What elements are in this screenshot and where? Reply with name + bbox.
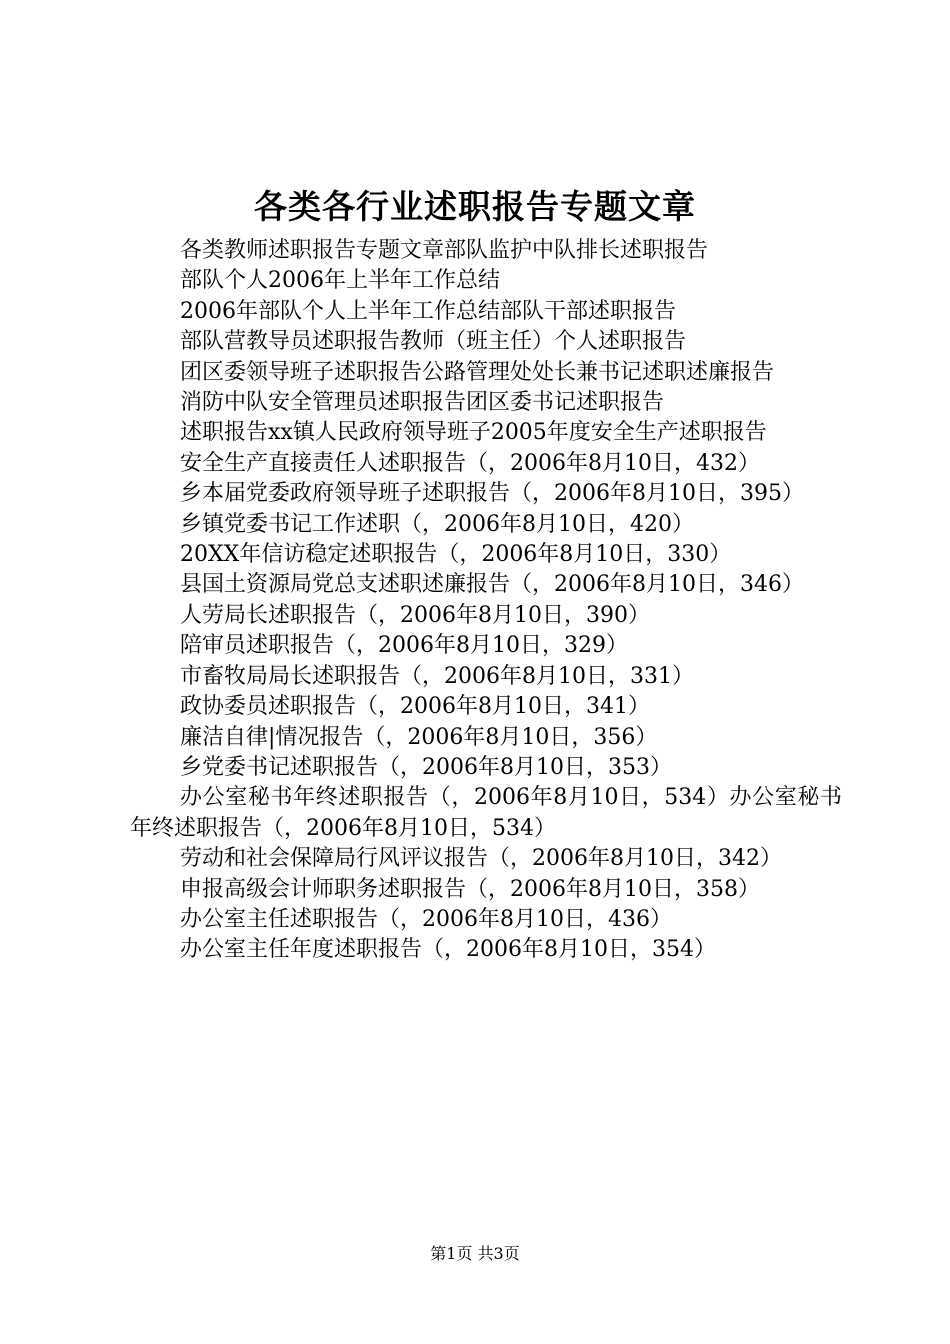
body-paragraph: 安全生产直接责任人述职报告（，2006年8月10日，432） bbox=[180, 450, 760, 476]
body-paragraph: 乡镇党委书记工作述职（，2006年8月10日，420） bbox=[180, 511, 694, 537]
body-paragraph: 人劳局长述职报告（，2006年8月10日，390） bbox=[180, 602, 650, 628]
body-paragraph: 陪审员述职报告（，2006年8月10日，329） bbox=[180, 633, 628, 659]
body-paragraph: 办公室秘书年终述职报告（，2006年8月10日，534）办公室秘书年终述职报告（，2006年8月10日，534） bbox=[130, 785, 842, 841]
body-paragraph: 消防中队安全管理员述职报告团区委书记述职报告 bbox=[180, 390, 665, 416]
body-paragraph: 20XX年信访稳定述职报告（，2006年8月10日，330） bbox=[180, 542, 732, 568]
body-paragraph: 部队个人2006年上半年工作总结 bbox=[180, 268, 500, 294]
body-paragraph: 政协委员述职报告（，2006年8月10日，341） bbox=[180, 694, 650, 720]
page-number-footer: 第1页 共3页 bbox=[430, 1244, 520, 1263]
body-paragraph: 部队营教导员述职报告教师（班主任）个人述职报告 bbox=[180, 329, 687, 355]
body-paragraph: 县国土资源局党总支述职述廉报告（，2006年8月10日，346） bbox=[180, 572, 804, 598]
body-paragraph: 市畜牧局局长述职报告（，2006年8月10日，331） bbox=[180, 663, 694, 689]
body-paragraph: 乡党委书记述职报告（，2006年8月10日，353） bbox=[180, 754, 672, 780]
body-paragraph: 各类教师述职报告专题文章部队监护中队排长述职报告 bbox=[180, 238, 709, 263]
body-paragraph: 廉洁自律|情况报告（，2006年8月10日，356） bbox=[180, 724, 658, 750]
body-paragraph: 申报高级会计师职务述职报告（，2006年8月10日，358） bbox=[180, 876, 760, 902]
body-paragraph: 办公室主任年度述职报告（，2006年8月10日，354） bbox=[180, 937, 716, 963]
body-paragraph: 述职报告xx镇人民政府领导班子2005年度安全生产述职报告 bbox=[180, 420, 767, 446]
body-paragraph: 劳动和社会保障局行风评议报告（，2006年8月10日，342） bbox=[180, 846, 782, 872]
body-paragraph: 办公室主任述职报告（，2006年8月10日，436） bbox=[180, 906, 672, 932]
document-title: 各类各行业述职报告专题文章 bbox=[254, 187, 696, 226]
document-body bbox=[130, 236, 842, 966]
body-paragraph: 团区委领导班子述职报告公路管理处处长兼书记述职述廉报告 bbox=[180, 359, 775, 385]
body-paragraph: 2006年部队个人上半年工作总结部队干部述职报告 bbox=[180, 298, 676, 324]
body-paragraph: 乡本届党委政府领导班子述职报告（，2006年8月10日，395） bbox=[180, 481, 804, 507]
